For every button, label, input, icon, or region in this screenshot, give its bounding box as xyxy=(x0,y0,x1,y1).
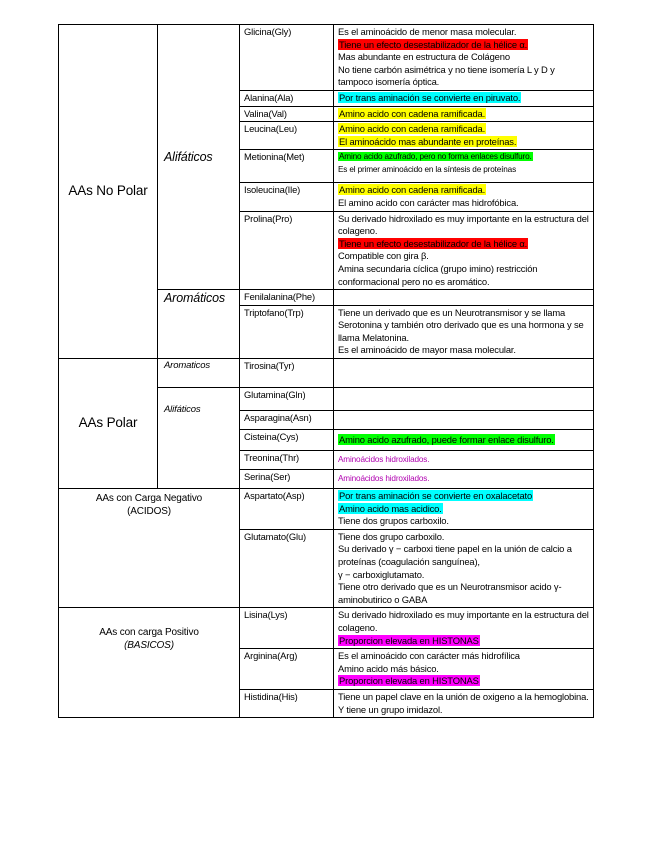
highlight-magenta: Proporcion elevada en HISTONAS xyxy=(339,634,479,646)
amino-glu: Glutamato(Glu) xyxy=(240,529,334,608)
amino-trp: Triptofano(Trp) xyxy=(240,305,334,358)
group-positive xyxy=(59,608,240,718)
desc-line: Tiene un papel clave en la unión de oxigeno a la hemoglobina. Y tiene un grupo imidazol. xyxy=(338,690,589,715)
amino-tyr: Tirosina(Tyr) xyxy=(240,359,334,388)
desc-gly xyxy=(334,25,594,91)
desc-val xyxy=(334,106,594,122)
subgroup-aromaticos-nonpolar: Aromáticos xyxy=(158,290,240,359)
desc-line: Su derivado hidroxilado es muy importante en la estructura del colageno. xyxy=(338,212,589,237)
desc-line: Tiene otro derivado que es un Neurotransmisor acido γ-aminobutirico o GABA xyxy=(338,581,562,605)
amino-ile: Isoleucina(Ile) xyxy=(240,183,334,211)
amino-val: Valina(Val) xyxy=(240,106,334,122)
highlight-yellow: El aminoácido mas abundante en proteínas. xyxy=(339,135,517,147)
amino-ser: Serina(Ser) xyxy=(240,470,334,489)
desc-asp xyxy=(334,489,594,530)
desc-line: Es el aminoácido con carácter más hidrofílica xyxy=(338,650,520,662)
desc-trp xyxy=(334,305,594,358)
subgroup-alifaticos-nonpolar: Alifáticos xyxy=(158,25,240,290)
desc-pro xyxy=(334,211,594,290)
desc-line: No tiene carbón asimétrica y no tiene isomería L y D y tampoco isomería óptica. xyxy=(338,63,555,88)
highlight-green: Amino acido azufrado, puede formar enlace disulfuro. xyxy=(339,434,554,446)
highlight-green: Amino acido azufrado, pero no forma enlaces disulfuro. xyxy=(339,152,532,162)
desc-cys xyxy=(334,430,594,451)
desc-his xyxy=(334,689,594,717)
amino-gln: Glutamina(Gln) xyxy=(240,388,334,411)
amino-phe: Fenilalanina(Phe) xyxy=(240,290,334,306)
table-row xyxy=(59,359,594,388)
table-row xyxy=(59,489,594,530)
highlight-magenta: Proporcion elevada en HISTONAS xyxy=(339,675,479,687)
desc-line: Es el aminoácido de mayor masa molecular. xyxy=(338,344,516,356)
highlight-yellow: Amino acido con cadena ramificada. xyxy=(339,123,486,135)
subgroup-alifaticos-polar: Alifáticos xyxy=(158,388,240,489)
desc-ile xyxy=(334,183,594,211)
amino-asn: Asparagina(Asn) xyxy=(240,411,334,430)
desc-tyr xyxy=(334,359,594,388)
amino-ala: Alanina(Ala) xyxy=(240,90,334,106)
amino-gly: Glicina(Gly) xyxy=(240,25,334,91)
desc-line: Es el aminoácido de menor masa molecular. xyxy=(338,26,517,37)
group-negative xyxy=(59,489,240,608)
desc-asn xyxy=(334,411,594,430)
highlight-cyan: Amino acido mas acidico. xyxy=(339,502,442,514)
table-row xyxy=(59,25,594,91)
subgroup-aromaticos-polar: Aromaticos xyxy=(158,359,240,388)
amino-leu: Leucina(Leu) xyxy=(240,122,334,150)
desc-leu xyxy=(334,122,594,150)
highlight-red: Tiene un efecto desestabilizador de la hélice α. xyxy=(339,237,528,249)
group-label: (BASICOS) xyxy=(124,640,174,652)
desc-line: Tiene dos grupos carboxilo. xyxy=(338,515,449,527)
desc-line: Compatible con gira β. xyxy=(338,250,429,262)
group-polar: AAs Polar xyxy=(59,359,158,489)
group-label: AAs con carga Positivo xyxy=(99,627,199,639)
group-label: AAs con Carga Negativo xyxy=(95,493,203,505)
desc-phe xyxy=(334,290,594,306)
desc-ala xyxy=(334,90,594,106)
amino-his: Histidina(His) xyxy=(240,689,334,717)
desc-glu xyxy=(334,529,594,608)
group-nonpolar: AAs No Polar xyxy=(59,25,158,359)
amino-pro: Prolina(Pro) xyxy=(240,211,334,290)
desc-line: Amina secundaria cíclica (grupo imino) restricción conformacional pero no es aromático. xyxy=(338,262,538,287)
desc-line: Tiene dos grupo carboxilo. xyxy=(338,530,445,542)
desc-thr xyxy=(334,451,594,470)
highlight-red: Tiene un efecto desestabilizador de la hélice α. xyxy=(339,38,528,50)
highlight-yellow: Amino acido con cadena ramificada. xyxy=(339,107,486,119)
desc-line: Mas abundante en estructura de Colágeno xyxy=(338,51,510,63)
highlight-yellow: Amino acido con cadena ramificada. xyxy=(339,184,486,196)
desc-line: Su derivado γ − carboxi tiene papel en la unión de calcio a proteínas (coagulación sanguínea), xyxy=(338,543,572,568)
amino-cys: Cisteina(Cys) xyxy=(240,430,334,451)
amino-met: Metionina(Met) xyxy=(240,150,334,183)
group-label: (ACIDOS) xyxy=(127,506,171,518)
amino-lys: Lisina(Lys) xyxy=(240,608,334,649)
table-row xyxy=(59,608,594,649)
desc-line: Amino acido más básico. xyxy=(338,662,439,674)
amino-arg: Arginina(Arg) xyxy=(240,649,334,690)
desc-arg xyxy=(334,649,594,690)
desc-line: El amino acido con carácter mas hidrofóbica. xyxy=(338,196,519,208)
desc-line: Aminoácidos hidroxilados. xyxy=(338,455,430,465)
desc-gln xyxy=(334,388,594,411)
desc-ser xyxy=(334,470,594,489)
amino-asp: Aspartato(Asp) xyxy=(240,489,334,530)
desc-lys xyxy=(334,608,594,649)
desc-line: Aminoácidos hidroxilados. xyxy=(338,474,430,484)
amino-thr: Treonina(Thr) xyxy=(240,451,334,470)
desc-line: Tiene un derivado que es un Neurotransmisor y se llama Serotonina y también otro derivado que es una hormona y se llama Melatonina. xyxy=(338,306,584,343)
highlight-cyan: Por trans aminación se convierte en piruvato. xyxy=(339,91,521,103)
highlight-cyan: Por trans aminación se convierte en oxalacetato xyxy=(339,490,533,502)
amino-acid-table xyxy=(58,24,594,718)
desc-line: Su derivado hidroxilado es muy importante en la estructura del colageno. xyxy=(338,609,589,633)
desc-line: Es el primer aminoácido en la síntesis de proteínas xyxy=(338,164,517,174)
desc-line: γ − carboxiglutamato. xyxy=(338,568,425,580)
desc-met xyxy=(334,150,594,183)
